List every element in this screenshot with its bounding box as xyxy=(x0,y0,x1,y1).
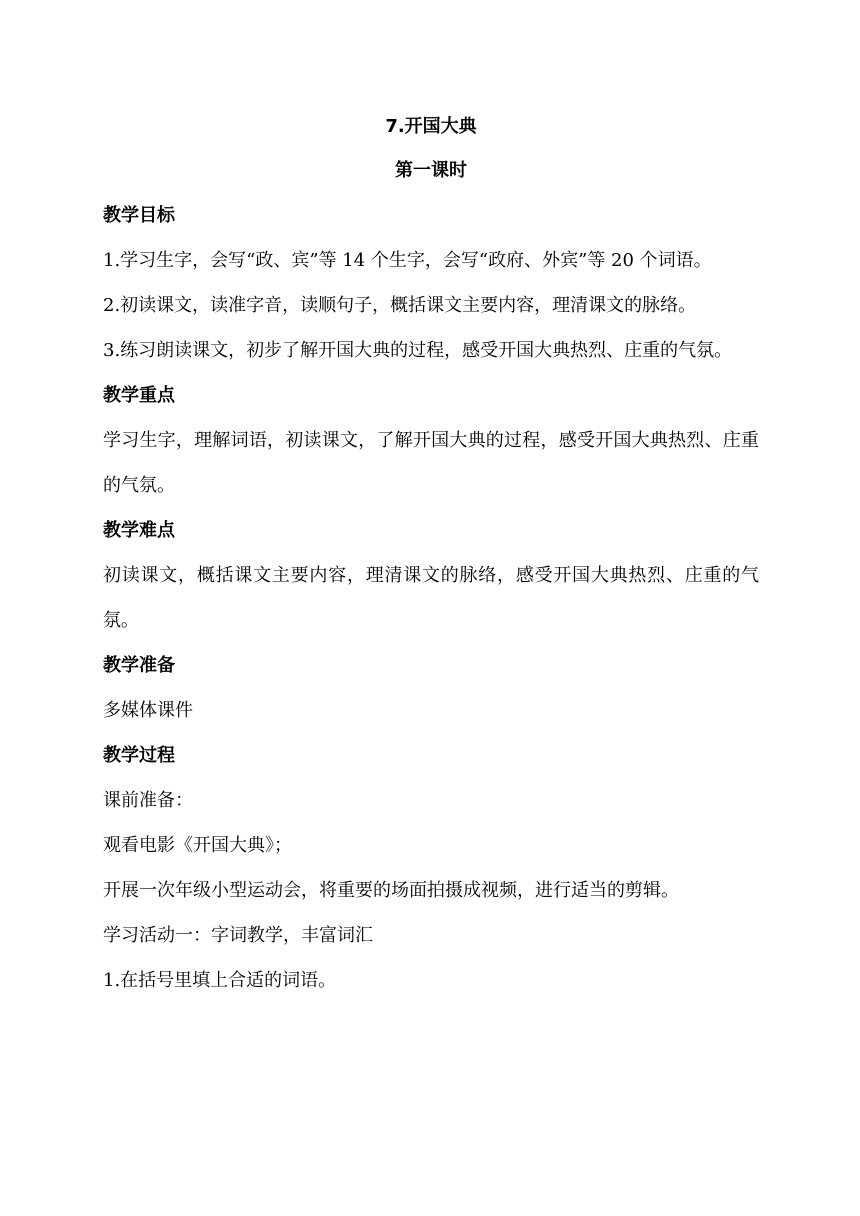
lesson-subtitle: 第一课时 xyxy=(395,160,467,181)
preparation-text: 多媒体课件 xyxy=(103,700,193,721)
process-line: 观看电影《开国大典》； xyxy=(103,835,292,856)
objective-item: 3.练习朗读课文，初步了解开国大典的过程，感受开国大典热烈、庄重的气氛。 xyxy=(103,340,733,361)
difficulties-heading: 教学难点 xyxy=(103,520,175,541)
document-title: 7.开国大典 xyxy=(385,116,477,137)
key-points-heading: 教学重点 xyxy=(103,385,175,406)
process-line: 开展一次年级小型运动会，将重要的场面拍摄成视频，进行适当的剪辑。 xyxy=(103,880,679,901)
process-line: 学习活动一：字词教学，丰富词汇 xyxy=(103,925,373,946)
process-heading: 教学过程 xyxy=(103,745,175,766)
objective-item: 1.学习生字，会写“政、宾”等 14 个生字，会写“政府、外宾”等 20 个词语。 xyxy=(103,250,712,271)
objectives-heading: 教学目标 xyxy=(103,205,175,226)
difficulties-text: 初读课文，概括课文主要内容，理清课文的脉络，感受开国大典热烈、庄重的气氛。 xyxy=(103,565,759,631)
process-line: 1.在括号里填上合适的词语。 xyxy=(103,970,337,991)
document-page xyxy=(103,105,759,1003)
preparation-heading: 教学准备 xyxy=(103,655,175,676)
key-points-text: 学习生字，理解词语，初读课文，了解开国大典的过程，感受开国大典热烈、庄重的气氛。 xyxy=(103,430,759,496)
process-line: 课前准备： xyxy=(103,790,193,811)
objective-item: 2.初读课文，读准字音，读顺句子，概括课文主要内容，理清课文的脉络。 xyxy=(103,295,697,316)
